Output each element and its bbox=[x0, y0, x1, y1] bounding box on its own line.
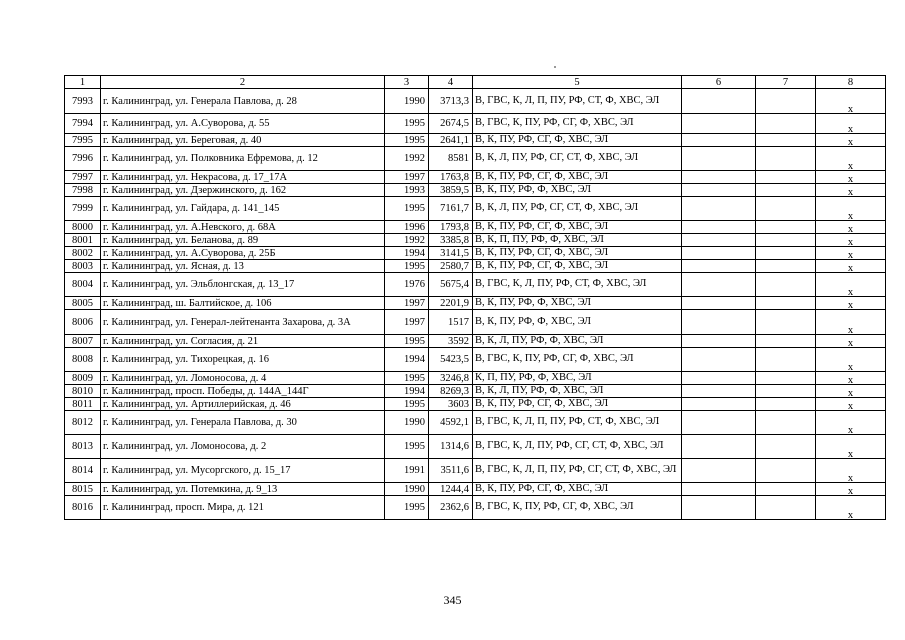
area-cell: 3511,6 bbox=[429, 459, 473, 483]
services-cell: В, К, ПУ, РФ, СГ, Ф, ХВС, ЭЛ bbox=[473, 247, 682, 260]
table-row bbox=[65, 385, 886, 398]
services-cell: В, К, Л, ПУ, РФ, СГ, СТ, Ф, ХВС, ЭЛ bbox=[473, 147, 682, 171]
mark-x: х bbox=[847, 486, 854, 496]
header-cell: 7 bbox=[756, 76, 816, 89]
header-cell: 8 bbox=[816, 76, 886, 89]
services-cell: В, ГВС, К, ПУ, РФ, СГ, Ф, ХВС, ЭЛ bbox=[473, 114, 682, 134]
column-8-cell bbox=[816, 221, 886, 234]
area-cell: 1763,8 bbox=[429, 171, 473, 184]
column-6-cell bbox=[682, 411, 756, 435]
row-number-cell: 7999 bbox=[65, 197, 101, 221]
column-8-cell bbox=[816, 385, 886, 398]
column-8-cell bbox=[816, 147, 886, 171]
column-7-cell bbox=[756, 297, 816, 310]
column-6-cell bbox=[682, 221, 756, 234]
services-cell: В, К, ПУ, РФ, СГ, Ф, ХВС, ЭЛ bbox=[473, 260, 682, 273]
services-cell: В, К, Л, ПУ, РФ, Ф, ХВС, ЭЛ bbox=[473, 335, 682, 348]
mark-x: х bbox=[847, 449, 854, 459]
column-7-cell bbox=[756, 435, 816, 459]
mark-x: х bbox=[847, 161, 854, 171]
table-row bbox=[65, 147, 886, 171]
mark-x: х bbox=[847, 338, 854, 348]
area-cell: 2201,9 bbox=[429, 297, 473, 310]
address-cell: г. Калининград, ул. Генерала Павлова, д. 28 bbox=[101, 89, 385, 114]
area-cell: 2641,1 bbox=[429, 134, 473, 147]
table-row bbox=[65, 348, 886, 372]
area-cell: 3246,8 bbox=[429, 372, 473, 385]
year-cell: 1994 bbox=[385, 385, 429, 398]
services-cell: В, ГВС, К, Л, П, ПУ, РФ, СГ, СТ, Ф, ХВС, ЭЛ bbox=[473, 459, 682, 483]
table-row bbox=[65, 435, 886, 459]
year-cell: 1995 bbox=[385, 372, 429, 385]
services-cell: В, К, ПУ, РФ, СГ, Ф, ХВС, ЭЛ bbox=[473, 221, 682, 234]
column-6-cell bbox=[682, 184, 756, 197]
column-8-cell bbox=[816, 247, 886, 260]
column-8-cell bbox=[816, 496, 886, 520]
table-row bbox=[65, 310, 886, 335]
services-cell: В, ГВС, К, ПУ, РФ, СГ, Ф, ХВС, ЭЛ bbox=[473, 348, 682, 372]
header-cell: 6 bbox=[682, 76, 756, 89]
address-cell: г. Калининград, ул. Потемкина, д. 9_13 bbox=[101, 483, 385, 496]
services-cell: В, К, Л, ПУ, РФ, СГ, СТ, Ф, ХВС, ЭЛ bbox=[473, 197, 682, 221]
column-6-cell bbox=[682, 483, 756, 496]
address-cell: г. Калининград, ул. Ясная, д. 13 bbox=[101, 260, 385, 273]
table-row bbox=[65, 483, 886, 496]
area-cell: 1314,6 bbox=[429, 435, 473, 459]
year-cell: 1995 bbox=[385, 260, 429, 273]
column-8-cell bbox=[816, 310, 886, 335]
year-cell: 1976 bbox=[385, 273, 429, 297]
column-8-cell bbox=[816, 483, 886, 496]
column-8-cell bbox=[816, 89, 886, 114]
row-number-cell: 7998 bbox=[65, 184, 101, 197]
row-number-cell: 7996 bbox=[65, 147, 101, 171]
year-cell: 1994 bbox=[385, 247, 429, 260]
area-cell: 3603 bbox=[429, 398, 473, 411]
services-cell: В, ГВС, К, ПУ, РФ, СГ, Ф, ХВС, ЭЛ bbox=[473, 496, 682, 520]
table-row bbox=[65, 234, 886, 247]
header-cell: 5 bbox=[473, 76, 682, 89]
year-cell: 1995 bbox=[385, 435, 429, 459]
row-number-cell: 7995 bbox=[65, 134, 101, 147]
table-row bbox=[65, 197, 886, 221]
column-6-cell bbox=[682, 335, 756, 348]
column-8-cell bbox=[816, 435, 886, 459]
table-row bbox=[65, 184, 886, 197]
area-cell: 3385,8 bbox=[429, 234, 473, 247]
table-row bbox=[65, 247, 886, 260]
area-cell: 3141,5 bbox=[429, 247, 473, 260]
column-6-cell bbox=[682, 273, 756, 297]
services-cell: В, К, ПУ, РФ, СГ, Ф, ХВС, ЭЛ bbox=[473, 398, 682, 411]
year-cell: 1992 bbox=[385, 234, 429, 247]
column-7-cell bbox=[756, 89, 816, 114]
table-row bbox=[65, 297, 886, 310]
header-cell: 1 bbox=[65, 76, 101, 89]
header-cell: 4 bbox=[429, 76, 473, 89]
area-cell: 3592 bbox=[429, 335, 473, 348]
table-row bbox=[65, 171, 886, 184]
column-6-cell bbox=[682, 197, 756, 221]
mark-x: х bbox=[847, 325, 854, 335]
mark-x: х bbox=[847, 425, 854, 435]
area-cell: 8581 bbox=[429, 147, 473, 171]
area-cell: 5423,5 bbox=[429, 348, 473, 372]
column-6-cell bbox=[682, 310, 756, 335]
area-cell: 3859,5 bbox=[429, 184, 473, 197]
column-6-cell bbox=[682, 459, 756, 483]
column-6-cell bbox=[682, 247, 756, 260]
column-7-cell bbox=[756, 273, 816, 297]
housing-table bbox=[64, 75, 886, 520]
row-number-cell: 8005 bbox=[65, 297, 101, 310]
column-7-cell bbox=[756, 171, 816, 184]
mark-x: х bbox=[847, 224, 854, 234]
table-row bbox=[65, 273, 886, 297]
year-cell: 1995 bbox=[385, 335, 429, 348]
column-8-cell bbox=[816, 114, 886, 134]
area-cell: 1793,8 bbox=[429, 221, 473, 234]
area-cell: 2362,6 bbox=[429, 496, 473, 520]
column-7-cell bbox=[756, 260, 816, 273]
column-7-cell bbox=[756, 184, 816, 197]
services-cell: В, К, П, ПУ, РФ, Ф, ХВС, ЭЛ bbox=[473, 234, 682, 247]
mark-x: х bbox=[847, 300, 854, 310]
column-7-cell bbox=[756, 114, 816, 134]
year-cell: 1995 bbox=[385, 496, 429, 520]
year-cell: 1995 bbox=[385, 197, 429, 221]
address-cell: г. Калининград, ул. Ломоносова, д. 4 bbox=[101, 372, 385, 385]
column-8-cell bbox=[816, 411, 886, 435]
column-7-cell bbox=[756, 221, 816, 234]
address-cell: г. Калининград, ш. Балтийское, д. 106 bbox=[101, 297, 385, 310]
address-cell: г. Калининград, ул. А.Невского, д. 68А bbox=[101, 221, 385, 234]
address-cell: г. Калининград, ул. Эльблонгская, д. 13_17 bbox=[101, 273, 385, 297]
column-7-cell bbox=[756, 147, 816, 171]
column-7-cell bbox=[756, 459, 816, 483]
page-number: 345 bbox=[443, 593, 462, 607]
mark-x: х bbox=[847, 137, 854, 147]
column-6-cell bbox=[682, 297, 756, 310]
table-row bbox=[65, 398, 886, 411]
row-number-cell: 8006 bbox=[65, 310, 101, 335]
mark-x: х bbox=[847, 510, 854, 520]
year-cell: 1994 bbox=[385, 348, 429, 372]
area-cell: 1517 bbox=[429, 310, 473, 335]
column-6-cell bbox=[682, 260, 756, 273]
row-number-cell: 8013 bbox=[65, 435, 101, 459]
row-number-cell: 8004 bbox=[65, 273, 101, 297]
address-cell: г. Калининград, ул. Береговая, д. 40 bbox=[101, 134, 385, 147]
column-6-cell bbox=[682, 171, 756, 184]
column-6-cell bbox=[682, 234, 756, 247]
services-cell: В, К, ПУ, РФ, Ф, ХВС, ЭЛ bbox=[473, 297, 682, 310]
column-6-cell bbox=[682, 398, 756, 411]
area-cell: 4592,1 bbox=[429, 411, 473, 435]
row-number-cell: 8000 bbox=[65, 221, 101, 234]
column-7-cell bbox=[756, 411, 816, 435]
row-number-cell: 8014 bbox=[65, 459, 101, 483]
area-cell: 5675,4 bbox=[429, 273, 473, 297]
services-cell: В, К, ПУ, РФ, Ф, ХВС, ЭЛ bbox=[473, 310, 682, 335]
services-cell: К, П, ПУ, РФ, Ф, ХВС, ЭЛ bbox=[473, 372, 682, 385]
header-cell: 3 bbox=[385, 76, 429, 89]
table-row bbox=[65, 114, 886, 134]
services-cell: В, К, ПУ, РФ, СГ, Ф, ХВС, ЭЛ bbox=[473, 134, 682, 147]
year-cell: 1990 bbox=[385, 483, 429, 496]
row-number-cell: 8009 bbox=[65, 372, 101, 385]
column-8-cell bbox=[816, 273, 886, 297]
column-6-cell bbox=[682, 89, 756, 114]
services-cell: В, ГВС, К, Л, П, ПУ, РФ, СТ, Ф, ХВС, ЭЛ bbox=[473, 89, 682, 114]
services-cell: В, ГВС, К, Л, П, ПУ, РФ, СТ, Ф, ХВС, ЭЛ bbox=[473, 411, 682, 435]
column-7-cell bbox=[756, 483, 816, 496]
header-cell: 2 bbox=[101, 76, 385, 89]
address-cell: г. Калининград, ул. Гайдара, д. 141_145 bbox=[101, 197, 385, 221]
row-number-cell: 8007 bbox=[65, 335, 101, 348]
column-8-cell bbox=[816, 398, 886, 411]
year-cell: 1995 bbox=[385, 134, 429, 147]
year-cell: 1992 bbox=[385, 147, 429, 171]
column-8-cell bbox=[816, 335, 886, 348]
services-cell: В, ГВС, К, Л, ПУ, РФ, СГ, СТ, Ф, ХВС, ЭЛ bbox=[473, 435, 682, 459]
services-cell: В, К, ПУ, РФ, СГ, Ф, ХВС, ЭЛ bbox=[473, 171, 682, 184]
column-7-cell bbox=[756, 398, 816, 411]
mark-x: х bbox=[847, 237, 854, 247]
row-number-cell: 8010 bbox=[65, 385, 101, 398]
mark-x: х bbox=[847, 263, 854, 273]
column-8-cell bbox=[816, 372, 886, 385]
column-6-cell bbox=[682, 134, 756, 147]
year-cell: 1997 bbox=[385, 297, 429, 310]
address-cell: г. Калининград, ул. Генерал-лейтенанта Захарова, д. 3А bbox=[101, 310, 385, 335]
column-6-cell bbox=[682, 435, 756, 459]
row-number-cell: 7994 bbox=[65, 114, 101, 134]
column-7-cell bbox=[756, 234, 816, 247]
address-cell: г. Калининград, ул. Полковника Ефремова, д. 12 bbox=[101, 147, 385, 171]
table-row bbox=[65, 372, 886, 385]
services-cell: В, К, ПУ, РФ, Ф, ХВС, ЭЛ bbox=[473, 184, 682, 197]
services-cell: В, ГВС, К, Л, ПУ, РФ, СТ, Ф, ХВС, ЭЛ bbox=[473, 273, 682, 297]
mark-x: х bbox=[847, 250, 854, 260]
table-row bbox=[65, 260, 886, 273]
column-7-cell bbox=[756, 310, 816, 335]
address-cell: г. Калининград, ул. Тихорецкая, д. 16 bbox=[101, 348, 385, 372]
mark-x: х bbox=[847, 124, 854, 134]
services-cell: В, К, Л, ПУ, РФ, Ф, ХВС, ЭЛ bbox=[473, 385, 682, 398]
mark-x: х bbox=[847, 473, 854, 483]
column-7-cell bbox=[756, 197, 816, 221]
year-cell: 1997 bbox=[385, 310, 429, 335]
header-row bbox=[65, 76, 886, 89]
column-8-cell bbox=[816, 184, 886, 197]
area-cell: 8269,3 bbox=[429, 385, 473, 398]
row-number-cell: 8008 bbox=[65, 348, 101, 372]
address-cell: г. Калининград, ул. Согласия, д. 21 bbox=[101, 335, 385, 348]
area-cell: 3713,3 bbox=[429, 89, 473, 114]
column-6-cell bbox=[682, 496, 756, 520]
address-cell: г. Калининград, ул. А.Суворова, д. 25Б bbox=[101, 247, 385, 260]
year-cell: 1990 bbox=[385, 89, 429, 114]
mark-x: х bbox=[847, 388, 854, 398]
column-6-cell bbox=[682, 114, 756, 134]
row-number-cell: 8015 bbox=[65, 483, 101, 496]
column-8-cell bbox=[816, 348, 886, 372]
column-6-cell bbox=[682, 372, 756, 385]
row-number-cell: 8011 bbox=[65, 398, 101, 411]
address-cell: г. Калининград, просп. Мира, д. 121 bbox=[101, 496, 385, 520]
mark-x: х bbox=[847, 375, 854, 385]
table-row bbox=[65, 335, 886, 348]
services-cell: В, К, ПУ, РФ, СГ, Ф, ХВС, ЭЛ bbox=[473, 483, 682, 496]
row-number-cell: 7997 bbox=[65, 171, 101, 184]
column-7-cell bbox=[756, 134, 816, 147]
row-number-cell: 8016 bbox=[65, 496, 101, 520]
year-cell: 1990 bbox=[385, 411, 429, 435]
year-cell: 1993 bbox=[385, 184, 429, 197]
table-row bbox=[65, 221, 886, 234]
column-8-cell bbox=[816, 297, 886, 310]
table-row bbox=[65, 134, 886, 147]
column-7-cell bbox=[756, 385, 816, 398]
address-cell: г. Калининград, ул. Ломоносова, д. 2 bbox=[101, 435, 385, 459]
table-row bbox=[65, 459, 886, 483]
column-8-cell bbox=[816, 171, 886, 184]
mark-x: х bbox=[847, 211, 854, 221]
area-cell: 2580,7 bbox=[429, 260, 473, 273]
column-6-cell bbox=[682, 348, 756, 372]
table-row bbox=[65, 89, 886, 114]
mark-x: х bbox=[847, 174, 854, 184]
address-cell: г. Калининград, ул. Беланова, д. 89 bbox=[101, 234, 385, 247]
row-number-cell: 8003 bbox=[65, 260, 101, 273]
address-cell: г. Калининград, ул. Дзержинского, д. 162 bbox=[101, 184, 385, 197]
mark-x: х bbox=[847, 287, 854, 297]
address-cell: г. Калининград, просп. Победы, д. 144А_144Г bbox=[101, 385, 385, 398]
year-cell: 1996 bbox=[385, 221, 429, 234]
column-8-cell bbox=[816, 197, 886, 221]
row-number-cell: 8001 bbox=[65, 234, 101, 247]
mark-x: х bbox=[847, 104, 854, 114]
column-7-cell bbox=[756, 372, 816, 385]
table-row bbox=[65, 411, 886, 435]
table-row bbox=[65, 496, 886, 520]
row-number-cell: 7993 bbox=[65, 89, 101, 114]
year-cell: 1995 bbox=[385, 114, 429, 134]
mark-x: х bbox=[847, 362, 854, 372]
address-cell: г. Калининград, ул. Некрасова, д. 17_17А bbox=[101, 171, 385, 184]
scan-speck bbox=[554, 66, 556, 68]
row-number-cell: 8002 bbox=[65, 247, 101, 260]
year-cell: 1995 bbox=[385, 398, 429, 411]
column-6-cell bbox=[682, 385, 756, 398]
column-8-cell bbox=[816, 134, 886, 147]
address-cell: г. Калининград, ул. Мусоргского, д. 15_17 bbox=[101, 459, 385, 483]
column-7-cell bbox=[756, 335, 816, 348]
year-cell: 1991 bbox=[385, 459, 429, 483]
year-cell: 1997 bbox=[385, 171, 429, 184]
column-8-cell bbox=[816, 459, 886, 483]
column-6-cell bbox=[682, 147, 756, 171]
address-cell: г. Калининград, ул. Генерала Павлова, д. 30 bbox=[101, 411, 385, 435]
area-cell: 1244,4 bbox=[429, 483, 473, 496]
area-cell: 2674,5 bbox=[429, 114, 473, 134]
column-8-cell bbox=[816, 260, 886, 273]
column-7-cell bbox=[756, 496, 816, 520]
mark-x: х bbox=[847, 187, 854, 197]
column-7-cell bbox=[756, 348, 816, 372]
mark-x: х bbox=[847, 401, 854, 411]
address-cell: г. Калининград, ул. Артиллерийская, д. 46 bbox=[101, 398, 385, 411]
area-cell: 7161,7 bbox=[429, 197, 473, 221]
column-8-cell bbox=[816, 234, 886, 247]
column-7-cell bbox=[756, 247, 816, 260]
address-cell: г. Калининград, ул. А.Суворова, д. 55 bbox=[101, 114, 385, 134]
row-number-cell: 8012 bbox=[65, 411, 101, 435]
